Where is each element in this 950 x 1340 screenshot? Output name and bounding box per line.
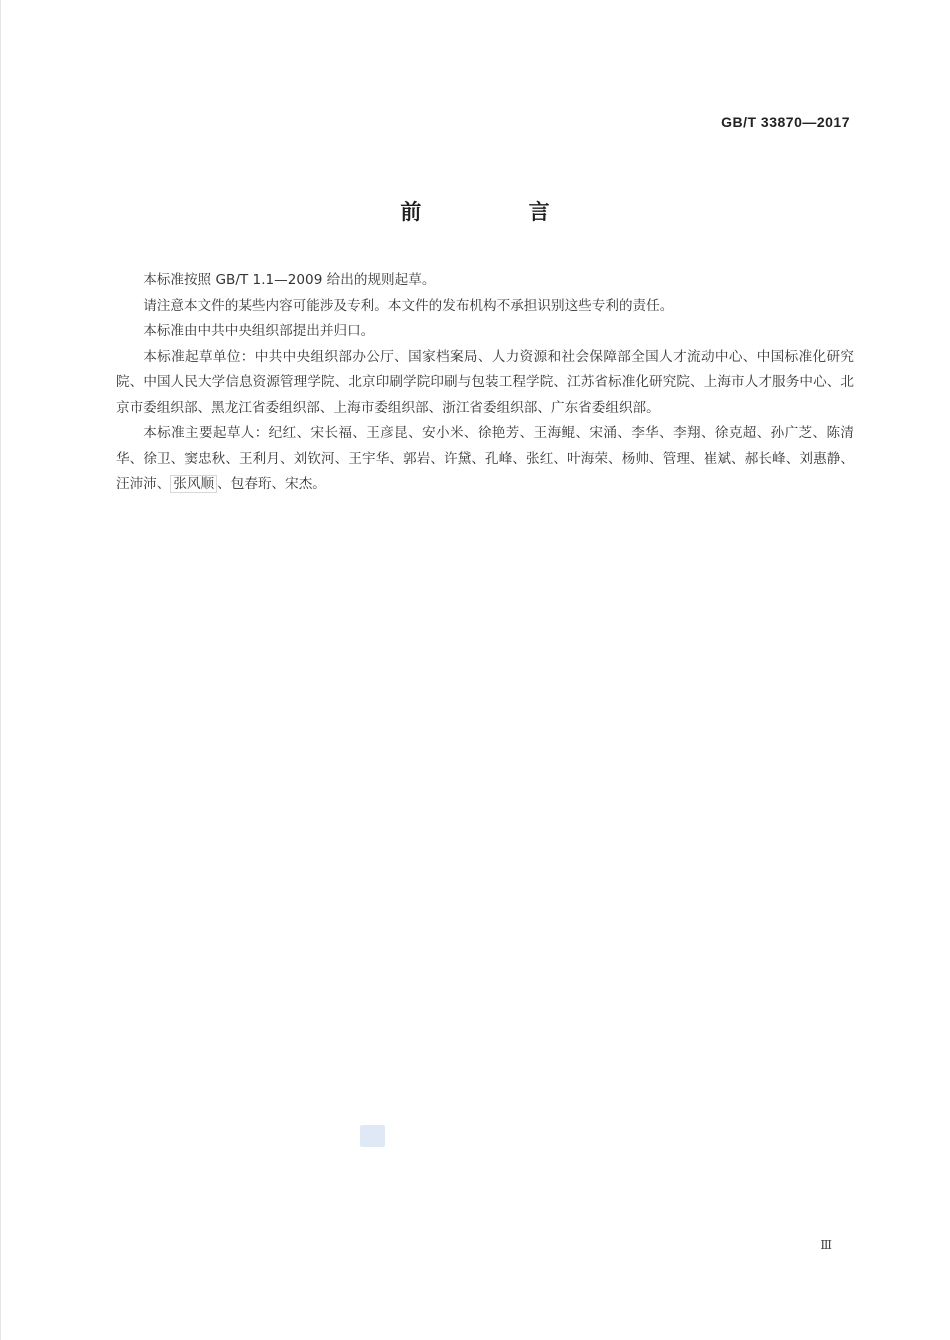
standard-code: GB/T 33870—2017 [721, 114, 850, 130]
drafters-list-start: 本标准主要起草人：纪红、宋长福、王彦昆、安小米、徐艳芳、王海鲲、宋涌、李华、李翔、徐克超、孙广芝、陈清华、徐卫、窦忠秋、王利月、刘钦河、王宇华、郭岩、许黛、孔峰、张红、叶海荣、杨帅、管理、崔斌、郝长峰、刘惠静、汪沛沛、 [116, 425, 854, 492]
paragraph-drafting-rules: 本标准按照 GB/T 1.1—2009 给出的规则起草。 [143, 272, 436, 288]
paragraph-proposer: 本标准由中共中央组织部提出并归口。 [143, 323, 375, 339]
highlighted-drafter-name[interactable]: 张风顺 [170, 475, 217, 493]
drafters-list-end: 、包春珩、宋杰。 [217, 476, 326, 492]
document-body [116, 268, 854, 498]
watermark-mark [360, 1125, 385, 1147]
paragraph-drafting-units: 本标准起草单位：中共中央组织部办公厅、国家档案局、人力资源和社会保障部全国人才流动中心、中国标准化研究院、中国人民大学信息资源管理学院、北京印刷学院印刷与包装工程学院、江苏省标准化研究院、上海市人才服务中心、北京市委组织部、黑龙江省委组织部、上海市委组织部、浙江省委组织部、广东省委组织部。 [116, 348, 854, 416]
paragraph-drafters [116, 421, 854, 498]
page-number: Ⅲ [820, 1238, 832, 1252]
paragraph-patent-notice: 请注意本文件的某些内容可能涉及专利。本文件的发布机构不承担识别这些专利的责任。 [143, 297, 674, 314]
page-title: 前 言 [400, 200, 600, 224]
